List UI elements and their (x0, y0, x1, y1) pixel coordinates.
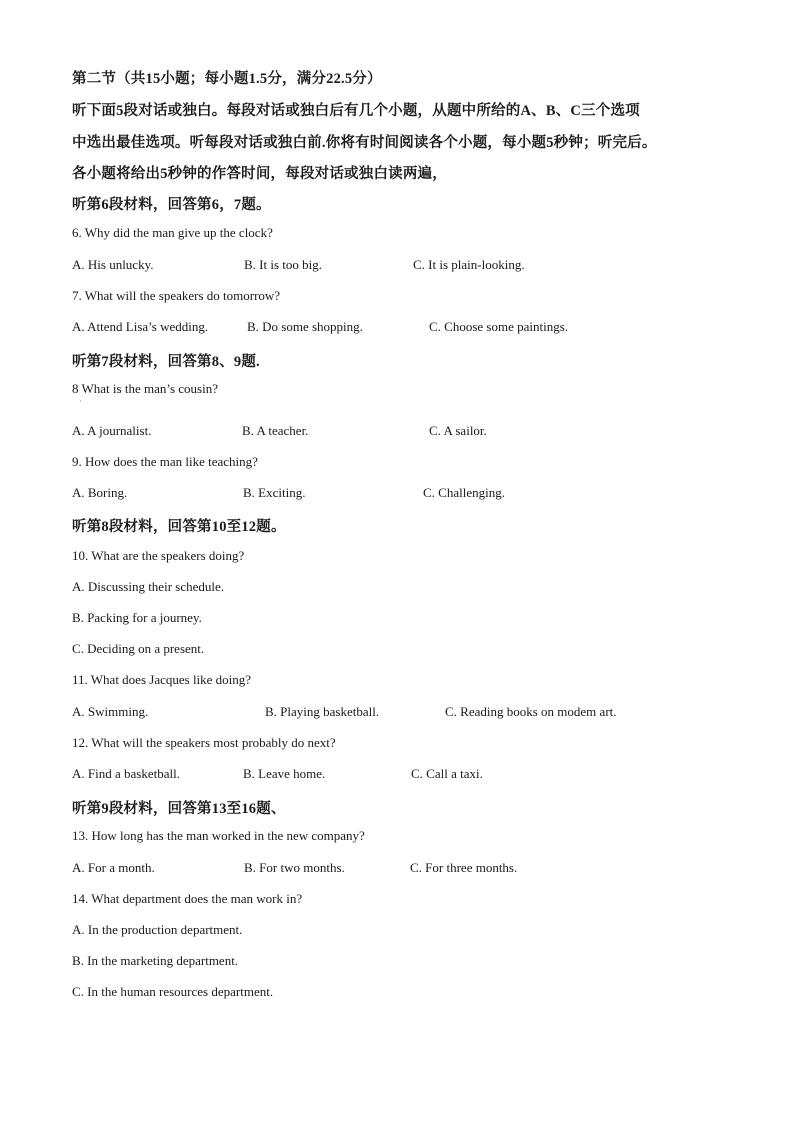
option-14a: A. In the production department. (72, 922, 243, 937)
option-13c: C. For three months. (410, 860, 518, 875)
question-14: 14. What department does the man work in? (72, 891, 303, 906)
option-14c: C. In the human resources department. (72, 984, 274, 999)
option-10c: C. Deciding on a present. (72, 641, 205, 656)
option-9a: A. Boring. (72, 485, 128, 500)
option-12c: C. Call a taxi. (411, 766, 483, 781)
option-7a: A. Attend Lisa’s wedding. (72, 319, 209, 334)
question-8: 8 What is the man’s cousin? (72, 381, 218, 396)
question-10: 10. What are the speakers doing? (72, 548, 245, 563)
instruction-line-1: 听下面5段对话或独白。每段对话或独白后有几个小题，从题中所给的A、B、C三个选项 (72, 103, 640, 119)
option-13b: B. For two months. (244, 860, 345, 875)
question-6: 6. Why did the man give up the clock? (72, 225, 273, 240)
option-12a: A. Find a basketball. (72, 766, 180, 781)
option-12b: B. Leave home. (243, 766, 326, 781)
option-6a: A. His unlucky. (72, 257, 154, 272)
option-8a: A. A journalist. (72, 423, 152, 438)
instruction-line-3: 各小题将给出5秒钟的作答时间，每段对话或独白读两遍， (72, 166, 447, 182)
option-7c: C. Choose some paintings. (429, 319, 569, 334)
question-11: 11. What does Jacques like doing? (72, 672, 252, 687)
option-9b: B. Exciting. (243, 485, 306, 500)
option-6c: C. It is plain-looking. (413, 257, 525, 272)
question-12: 12. What will the speakers most probably do next? (72, 735, 336, 750)
option-9c: C. Challenging. (423, 485, 505, 500)
group-heading-8-9: 听第7段材料，回答第8、9题. (72, 354, 260, 370)
option-11a: A. Swimming. (72, 704, 149, 719)
group-heading-10-12: 听第8段材料，回答第10至12题。 (72, 519, 286, 535)
option-11c: C. Reading books on modem art. (445, 704, 617, 719)
option-11b: B. Playing basketball. (265, 704, 380, 719)
question-9: 9. How does the man like teaching? (72, 454, 258, 469)
option-10a: A. Discussing their schedule. (72, 579, 225, 594)
option-10b: B. Packing for a journey. (72, 610, 202, 625)
stray-dot: · (79, 397, 82, 406)
option-7b: B. Do some shopping. (247, 319, 363, 334)
option-13a: A. For a month. (72, 860, 155, 875)
question-13: 13. How long has the man worked in the new company? (72, 828, 365, 843)
group-heading-6-7: 听第6段材料，回答第6，7题。 (72, 197, 271, 213)
option-8b: B. A teacher. (242, 423, 309, 438)
option-8c: C. A sailor. (429, 423, 487, 438)
option-14b: B. In the marketing department. (72, 953, 239, 968)
section-title: 第二节（共15小题；每小题1.5分，满分22.5分） (72, 71, 382, 87)
option-6b: B. It is too big. (244, 257, 323, 272)
question-7: 7. What will the speakers do tomorrow? (72, 288, 281, 303)
group-heading-13-16: 听第9段材料，回答第13至16题、 (72, 801, 286, 817)
instruction-line-2: 中选出最佳选项。听每段对话或独白前.你将有时间阅读各个小题，每小题5秒钟；听完后。 (72, 135, 657, 151)
